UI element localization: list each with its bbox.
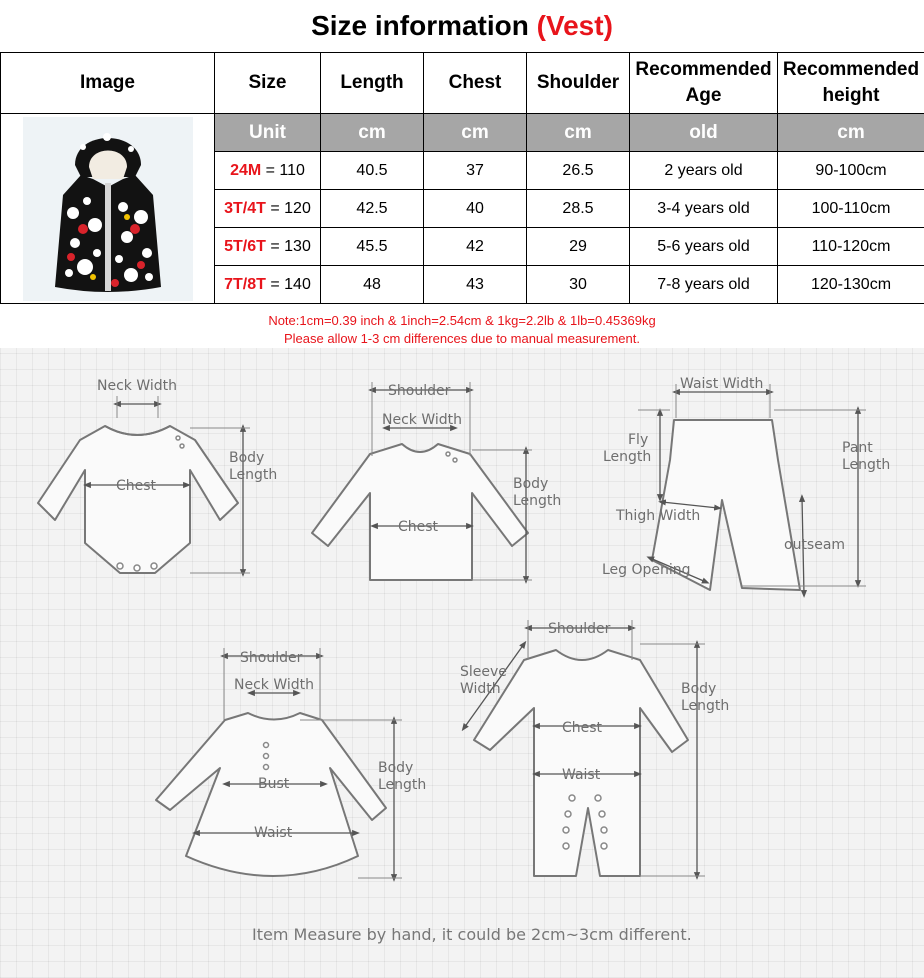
chest-cell: 37: [424, 152, 527, 190]
height-cell: 100-110cm: [778, 190, 924, 228]
label-bust: Bust: [258, 776, 290, 792]
length-cell: 40.5: [321, 152, 424, 190]
size-code: 7T/8T: [224, 275, 266, 293]
label-pant: Pant: [842, 440, 873, 456]
dress-outline: [156, 713, 386, 876]
shoulder-cell: 28.5: [527, 190, 630, 228]
length-cell: 48: [321, 266, 424, 304]
size-cell: [215, 266, 321, 304]
unit-shoulder: cm: [527, 114, 630, 152]
measure-disclaimer: Item Measure by hand, it could be 2cm~3cm different.: [252, 925, 692, 944]
label-shoulder: Shoulder: [548, 621, 611, 637]
unit-age: old: [630, 114, 778, 152]
shoulder-cell: 30: [527, 266, 630, 304]
shoulder-cell: 26.5: [527, 152, 630, 190]
label-length: Length: [378, 777, 427, 793]
unit-length: cm: [321, 114, 424, 152]
age-cell: 2 years old: [630, 152, 778, 190]
note-difference: Please allow 1-3 cm differences due to manual measurement.: [283, 331, 640, 346]
age-cell: 3-4 years old: [630, 190, 778, 228]
label-neck-width: Neck Width: [97, 378, 178, 394]
label-waist-width: Waist Width: [680, 376, 764, 392]
unit-chest: cm: [424, 114, 527, 152]
size-eq: = 140: [265, 275, 311, 293]
bodysuit-outline: [38, 426, 238, 573]
label-shoulder: Shoulder: [240, 650, 303, 666]
label-length: Length: [681, 698, 730, 714]
measurement-diagram: [0, 348, 924, 978]
label-pant-length: Length: [842, 457, 891, 473]
label-outseam: outseam: [784, 537, 846, 553]
label-shoulder: Shoulder: [388, 383, 451, 399]
age-cell: 7-8 years old: [630, 266, 778, 304]
size-cell: [215, 152, 321, 190]
label-waist: Waist: [562, 767, 601, 783]
size-eq: = 110: [261, 161, 305, 179]
chest-cell: 42: [424, 228, 527, 266]
note-conversion: Note:1cm=0.39 inch & 1inch=2.54cm & 1kg=2.2lb & 1lb=0.45369kg: [268, 313, 656, 328]
product-image-cell: [1, 114, 215, 304]
label-thigh-width: Thigh Width: [616, 508, 701, 524]
label-chest: Chest: [116, 478, 157, 494]
label-length: Length: [229, 467, 278, 483]
header-size: Size: [215, 53, 321, 114]
label-sleeve-width: Width: [460, 681, 501, 697]
header-age: Recommended Age: [630, 53, 778, 114]
romper-outline: [474, 650, 688, 876]
label-body: Body: [229, 450, 265, 466]
size-table: [0, 52, 924, 304]
height-cell: 90-100cm: [778, 152, 924, 190]
length-cell: 45.5: [321, 228, 424, 266]
label-chest: Chest: [562, 720, 603, 736]
label-sleeve: Sleeve: [460, 664, 507, 680]
size-eq: = 130: [265, 237, 311, 255]
chest-cell: 40: [424, 190, 527, 228]
header-row: [1, 53, 924, 114]
label-chest: Chest: [398, 519, 439, 535]
unit-height: cm: [778, 114, 924, 152]
page-title: [0, 0, 924, 52]
header-image: Image: [1, 53, 215, 114]
size-eq: = 120: [265, 199, 311, 217]
label-body: Body: [513, 476, 549, 492]
unit-row: [1, 114, 924, 152]
age-cell: 5-6 years old: [630, 228, 778, 266]
header-height: Recommended height: [778, 53, 924, 114]
label-leg-opening: Leg Opening: [602, 562, 691, 578]
size-cell: [215, 190, 321, 228]
header-shoulder: Shoulder: [527, 53, 630, 114]
label-fly-length: Length: [603, 449, 652, 465]
chest-cell: 43: [424, 266, 527, 304]
label-body: Body: [681, 681, 717, 697]
size-cell: [215, 228, 321, 266]
size-code: 24M: [230, 161, 262, 179]
label-waist: Waist: [254, 825, 293, 841]
size-code: 3T/4T: [224, 199, 266, 217]
shoulder-cell: 29: [527, 228, 630, 266]
label-neck-width: Neck Width: [234, 677, 315, 693]
label-length: Length: [513, 493, 562, 509]
measurement-note: [0, 312, 924, 348]
height-cell: 120-130cm: [778, 266, 924, 304]
shirt-outline: [312, 444, 528, 580]
size-code: 5T/6T: [224, 237, 266, 255]
header-chest: Chest: [424, 53, 527, 114]
height-cell: 110-120cm: [778, 228, 924, 266]
header-length: Length: [321, 53, 424, 114]
unit-label: Unit: [215, 114, 321, 152]
label-neck-width: Neck Width: [382, 412, 463, 428]
title-highlight: (Vest): [536, 10, 613, 41]
vest-product-image: [23, 117, 193, 301]
title-main: Size information: [311, 10, 537, 41]
label-body: Body: [378, 760, 414, 776]
measurement-illustrations: [0, 348, 924, 978]
length-cell: 42.5: [321, 190, 424, 228]
label-fly: Fly: [628, 432, 649, 448]
